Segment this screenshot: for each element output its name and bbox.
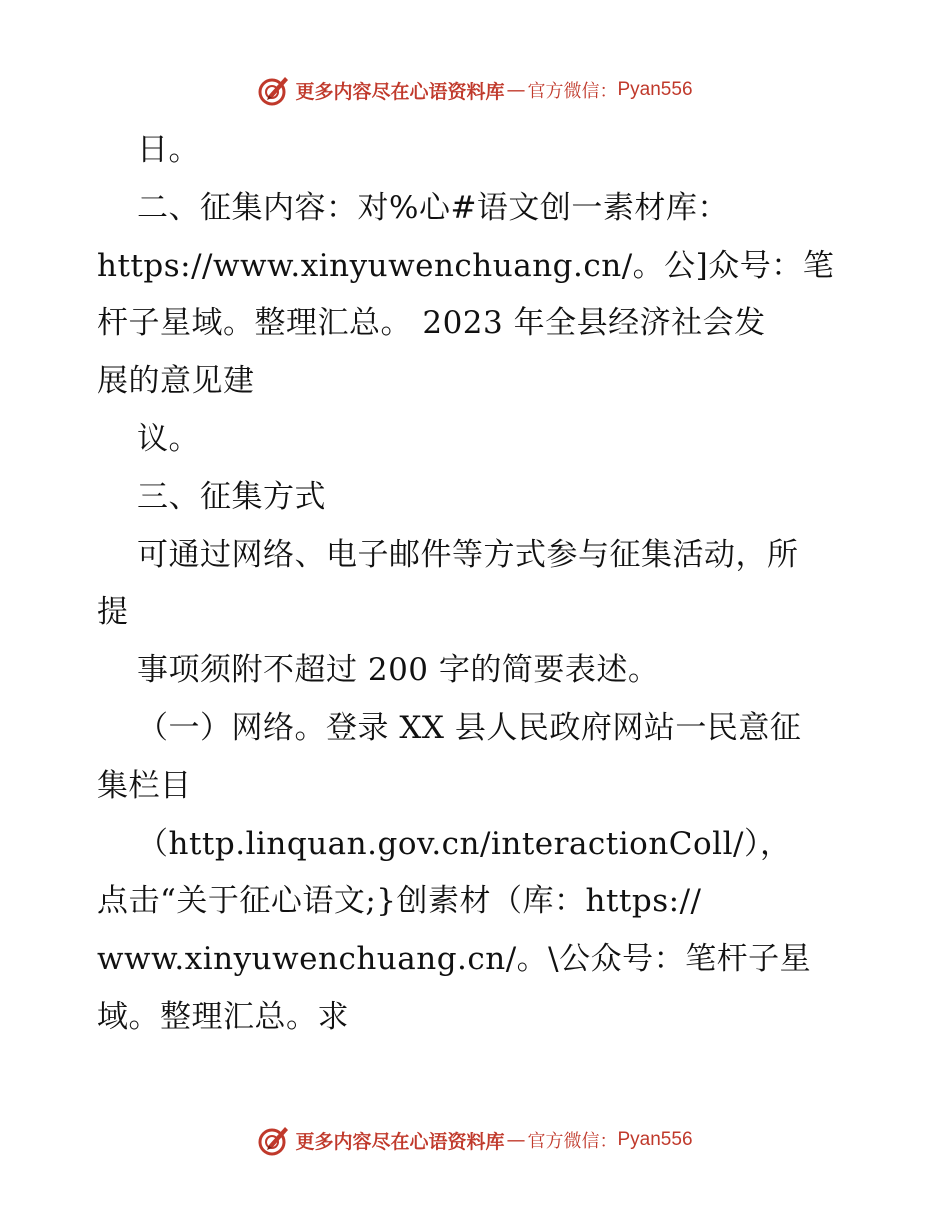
header-banner — [0, 70, 950, 110]
text-line: 集栏目 — [97, 767, 192, 804]
text-line: 提 — [97, 594, 129, 631]
text-line: 议。 — [137, 420, 200, 457]
text-line: 域。整理汇总。求 — [97, 998, 349, 1035]
pen-logo-icon — [257, 1123, 291, 1157]
header-wechat-id: Pyan556 — [617, 79, 693, 100]
text-line: 杆子星域。整理汇总。 2023 年全县经济社会发 — [97, 305, 766, 342]
header-official-label: 官方微信： — [527, 81, 618, 102]
text-line: （一）网络。登录 XX 县人民政府网站一民意征 — [137, 709, 802, 746]
text-line: 点击“关于征心语文;}创素材（库：https:// — [97, 883, 702, 920]
text-line: （http.linquan.gov.cn/interactionColl/）， — [137, 825, 792, 862]
pen-logo-icon — [257, 73, 291, 107]
footer-wechat-id: Pyan556 — [617, 1129, 693, 1150]
body-text — [97, 122, 867, 1047]
text-line: 三、征集方式 — [137, 478, 326, 515]
header-brand: 更多内容尽在心语资料库 — [295, 80, 505, 103]
footer-banner — [0, 1120, 950, 1160]
text-line: 日。 — [137, 132, 200, 168]
text-line: 展的意见建 — [97, 363, 255, 400]
text-line: www.xinyuwenchuang.cn/。\公众号：笔杆子星 — [97, 941, 812, 978]
text-line: 可通过网络、电子邮件等方式参与征集活动，所 — [137, 536, 799, 573]
text-line: 二、征集内容：对%心#语文创一素材库： — [137, 189, 729, 226]
header-dash: — — [506, 79, 526, 101]
text-line: https://www.xinyuwenchuang.cn/。公]众号：笔 — [97, 247, 835, 284]
footer-dash: — — [506, 1129, 526, 1151]
footer-brand: 更多内容尽在心语资料库 — [295, 1130, 505, 1153]
footer-official-label: 官方微信： — [527, 1131, 618, 1152]
text-line: 事项须附不超过 200 字的简要表述。 — [137, 652, 660, 689]
